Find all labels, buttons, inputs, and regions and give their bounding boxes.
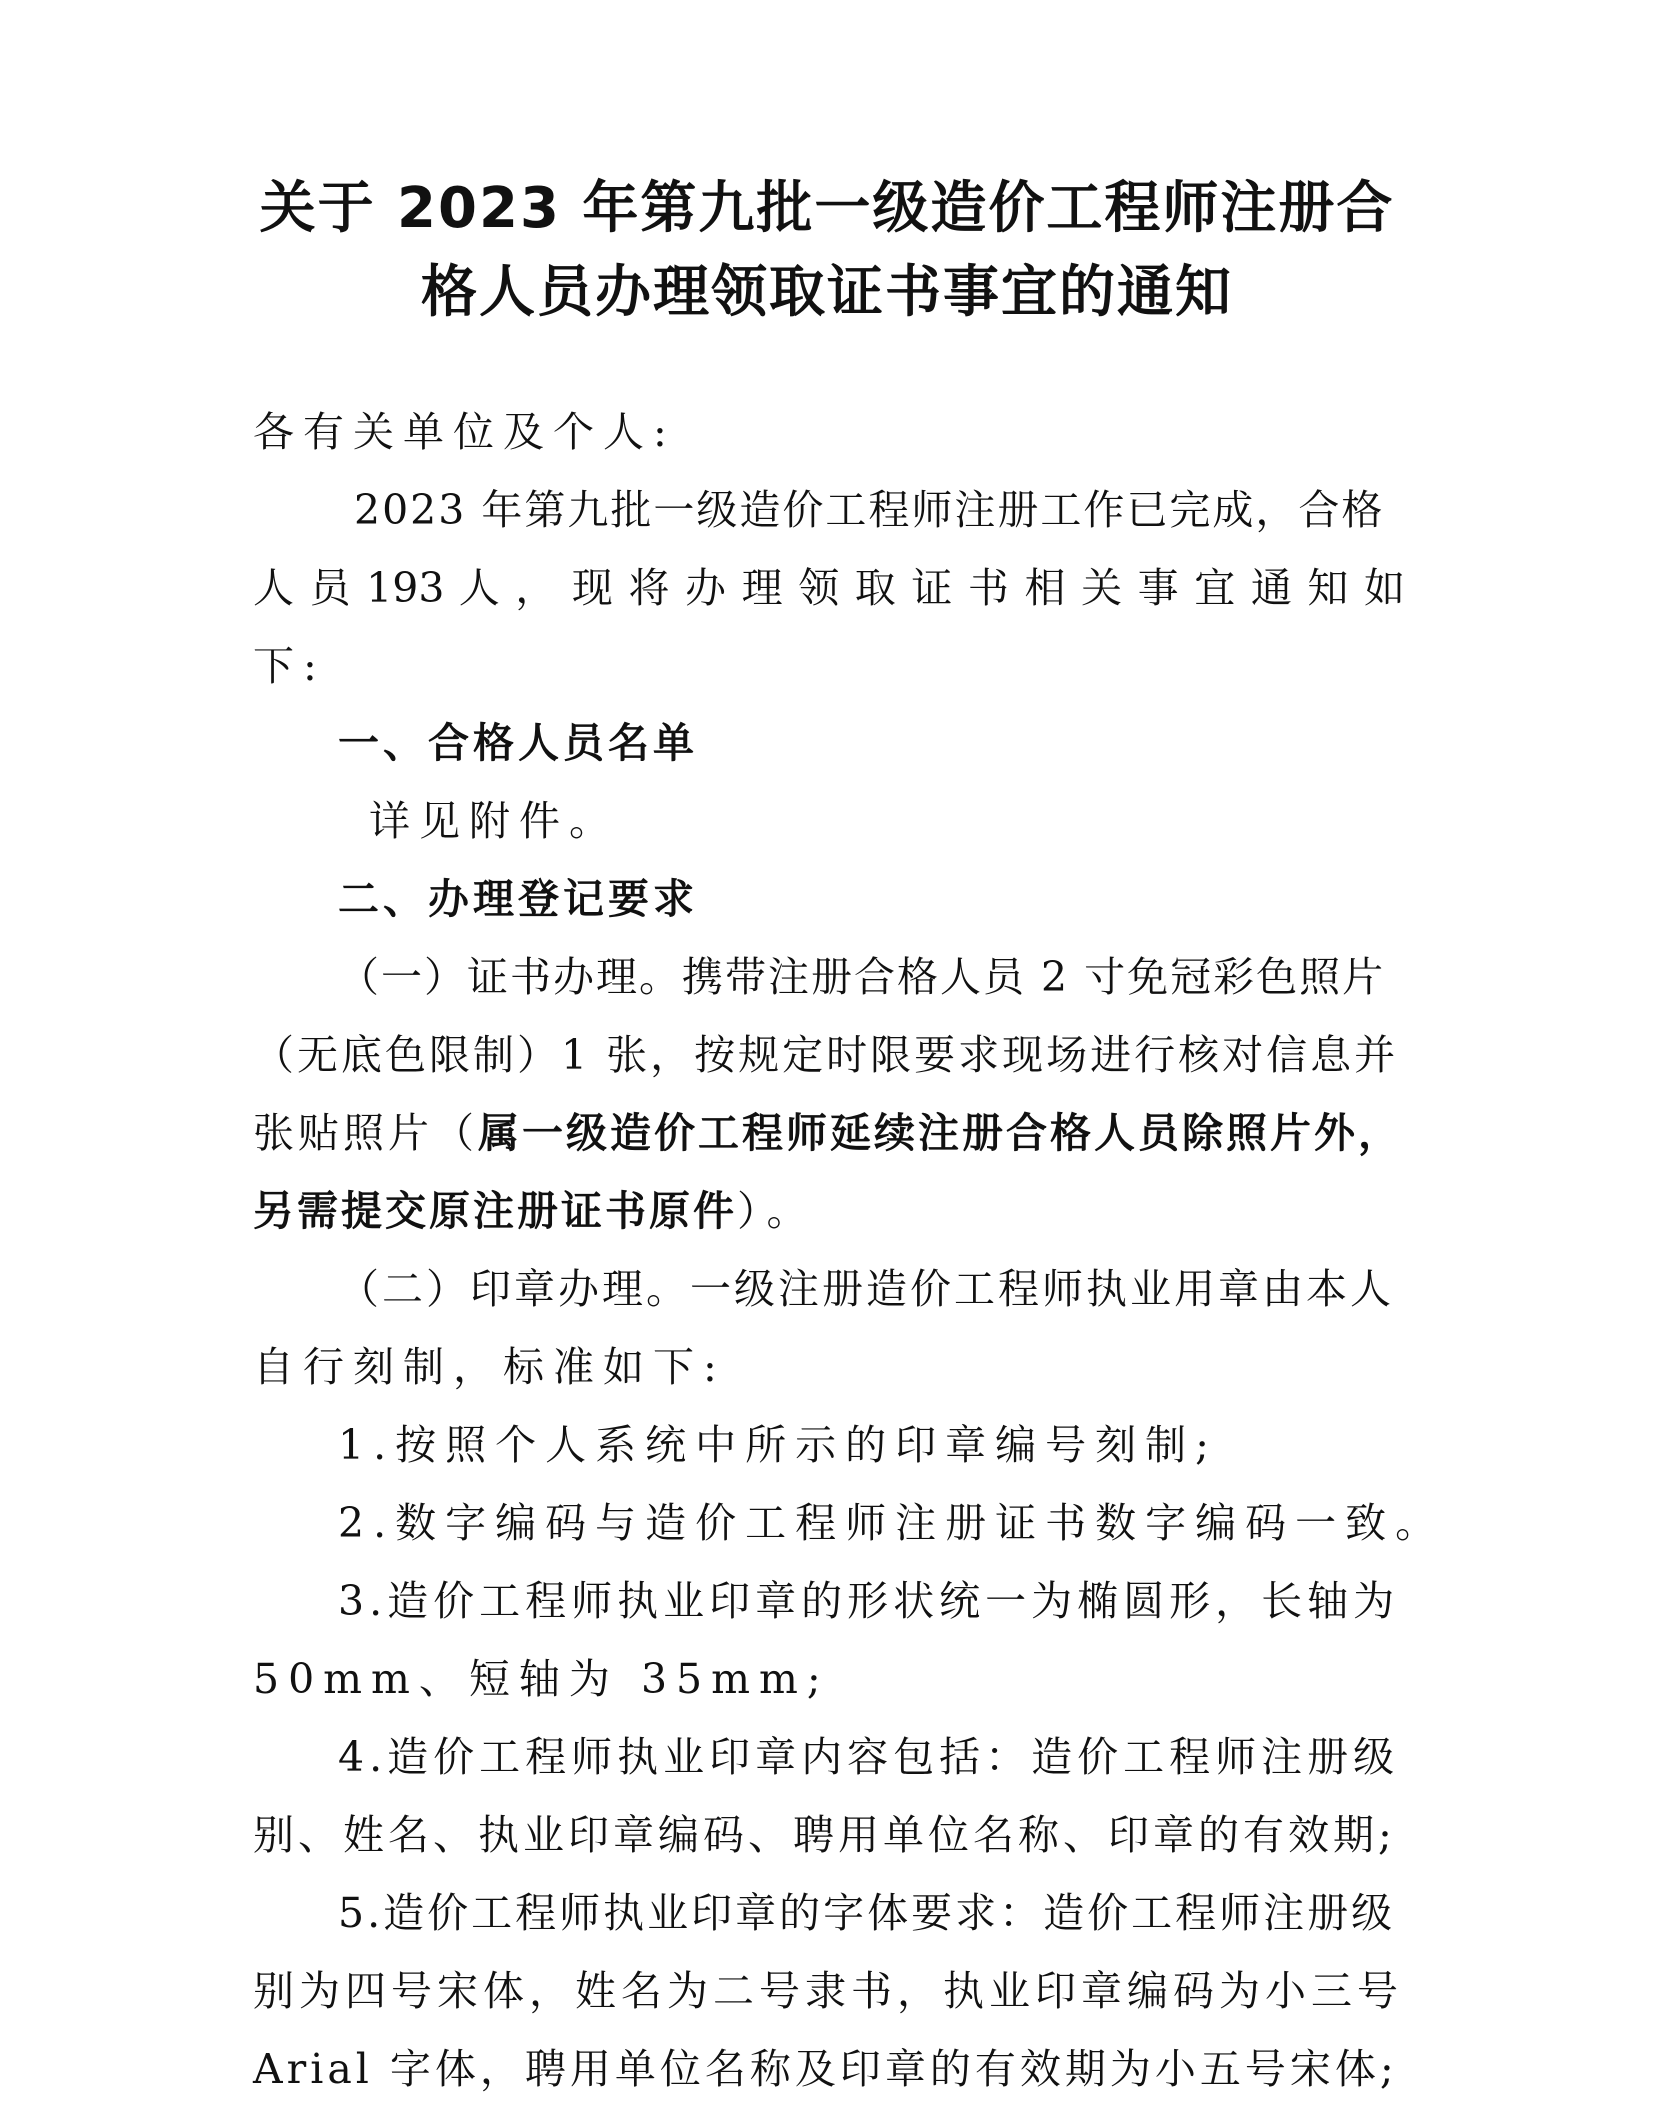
rule-3-line-2: 50mm、短轴为 35mm; xyxy=(253,1655,830,1703)
item-2-line-1: （二）印章办理。一级注册造价工程师执业用章由本人 xyxy=(338,1265,1394,1313)
item-1-line-3 xyxy=(253,1103,1405,1163)
rule-5-line-2: 别为四号宋体，姓名为二号隶书，执业印章编码为小三号 xyxy=(253,1967,1403,2015)
intro-paragraph-line-2: 人 员 193 人 ， 现 将 办 理 领 取 证 书 相 关 事 宜 通 知 如 xyxy=(253,564,1405,612)
document-title-line-1: 关于 2023 年第九批一级造价工程师注册合 xyxy=(259,176,1395,241)
salutation: 各有关单位及个人: xyxy=(253,408,676,456)
item-2-line-2: 自行刻制，标准如下: xyxy=(253,1343,726,1391)
item-1-line-4 xyxy=(253,1181,1405,1241)
intro-paragraph-line-3: 下: xyxy=(253,642,326,690)
item-1-line-2: （无底色限制）1 张，按规定时限要求现场进行核对信息并 xyxy=(253,1031,1399,1079)
item-1-line-1: （一）证书办理。携带注册合格人员 2 寸免冠彩色照片 xyxy=(338,953,1386,1001)
rule-4-line-2: 别、姓名、执业印章编码、聘用单位名称、印章的有效期; xyxy=(253,1811,1396,1859)
item-1-line-4-suffix: ）。 xyxy=(737,1187,817,1235)
rule-4-line-1: 4.造价工程师执业印章内容包括：造价工程师注册级 xyxy=(338,1733,1400,1781)
section-1-body: 详见附件。 xyxy=(369,797,619,845)
rule-5-line-3: Arial 字体，聘用单位名称及印章的有效期为小五号宋体; xyxy=(253,2045,1398,2093)
item-1-line-3-prefix: 张贴照片（ xyxy=(253,1109,478,1157)
rule-3-line-1: 3.造价工程师执业印章的形状统一为椭圆形，长轴为 xyxy=(338,1577,1400,1625)
item-1-emphasis-part-1: 属一级造价工程师延续注册合格人员除照片外， xyxy=(478,1109,1402,1157)
rule-1: 1.按照个人系统中所示的印章编号刻制; xyxy=(338,1421,1218,1469)
section-2-heading: 二、办理登记要求 xyxy=(338,875,698,923)
item-1-emphasis-part-2: 另需提交原注册证书原件 xyxy=(253,1187,737,1235)
section-1-heading: 一、合格人员名单 xyxy=(338,719,698,767)
intro-paragraph-line-1: 2023 年第九批一级造价工程师注册工作已完成，合格 xyxy=(354,486,1385,534)
rule-2: 2.数字编码与造价工程师注册证书数字编码一致。 xyxy=(338,1499,1446,1547)
rule-5-line-1: 5.造价工程师执业印章的字体要求：造价工程师注册级 xyxy=(338,1889,1396,1937)
document-title-line-2: 格人员办理领取证书事宜的通知 xyxy=(421,260,1233,325)
